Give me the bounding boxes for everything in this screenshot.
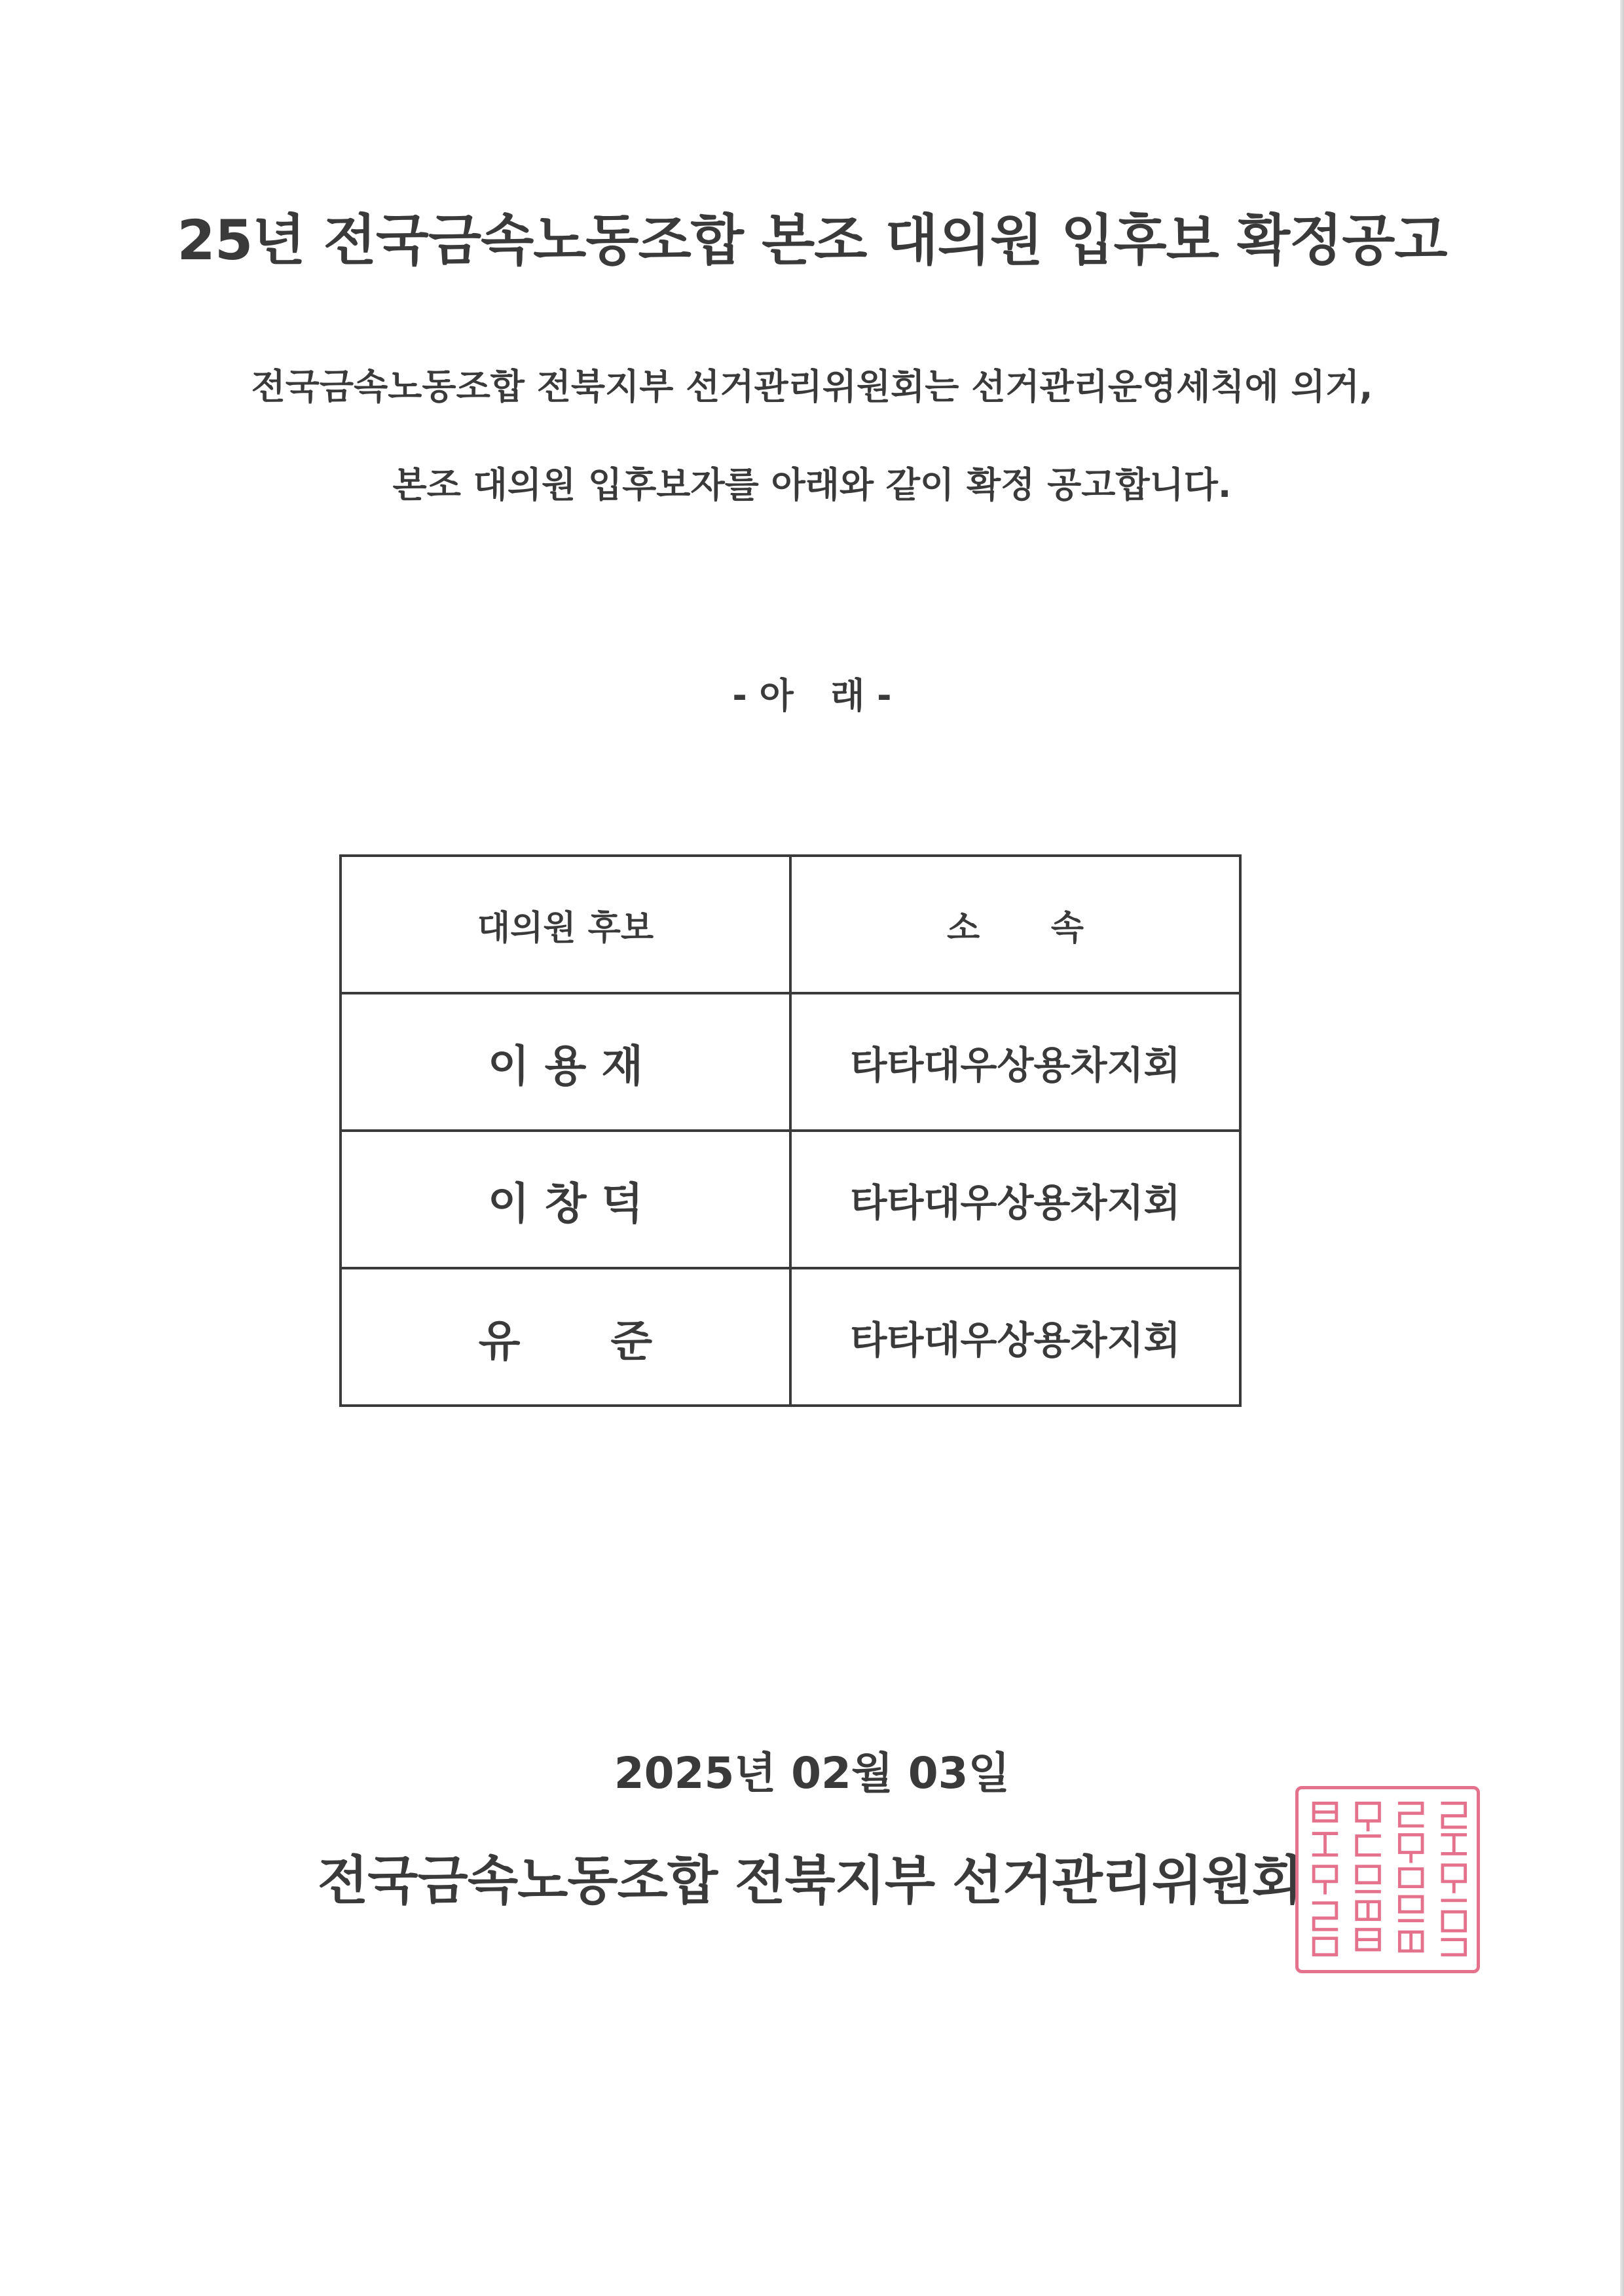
table-row (341, 1268, 1240, 1406)
issue-date: 2025년 02월 03일 (614, 1748, 1010, 1798)
page-edge-shadow (1620, 0, 1624, 2296)
document-title: 25년 전국금속노동조합 본조 대의원 입후보 확정공고 (177, 208, 1447, 272)
intro-line-2: 본조 대의원 입후보자를 아래와 같이 확정 공고합니다. (392, 464, 1232, 505)
header-affiliation: 소 속 (790, 856, 1240, 993)
table-row (341, 1131, 1240, 1268)
candidate-name: 이 용 재 (341, 993, 790, 1131)
intro-line-1: 전국금속노동조합 전북지부 선거관리위원회는 선거관리운영세칙에 의거, (251, 366, 1373, 407)
seal-glyphs (1299, 1789, 1477, 1970)
candidate-name: 유 준 (341, 1268, 790, 1406)
below-marker: - 아 래 - (732, 675, 892, 716)
candidate-affiliation: 타타대우상용차지회 (790, 993, 1240, 1131)
candidate-affiliation: 타타대우상용차지회 (790, 1131, 1240, 1268)
official-seal-icon (1295, 1786, 1480, 1973)
candidate-name: 이 창 덕 (341, 1131, 790, 1268)
candidate-affiliation: 타타대우상용차지회 (790, 1268, 1240, 1406)
table-row (341, 993, 1240, 1131)
candidate-table (339, 854, 1242, 1407)
header-candidate: 대의원 후보 (341, 856, 790, 993)
issuer-name: 전국금속노동조합 전북지부 선거관리위원회 (318, 1850, 1302, 1911)
table-header-row (341, 856, 1240, 993)
